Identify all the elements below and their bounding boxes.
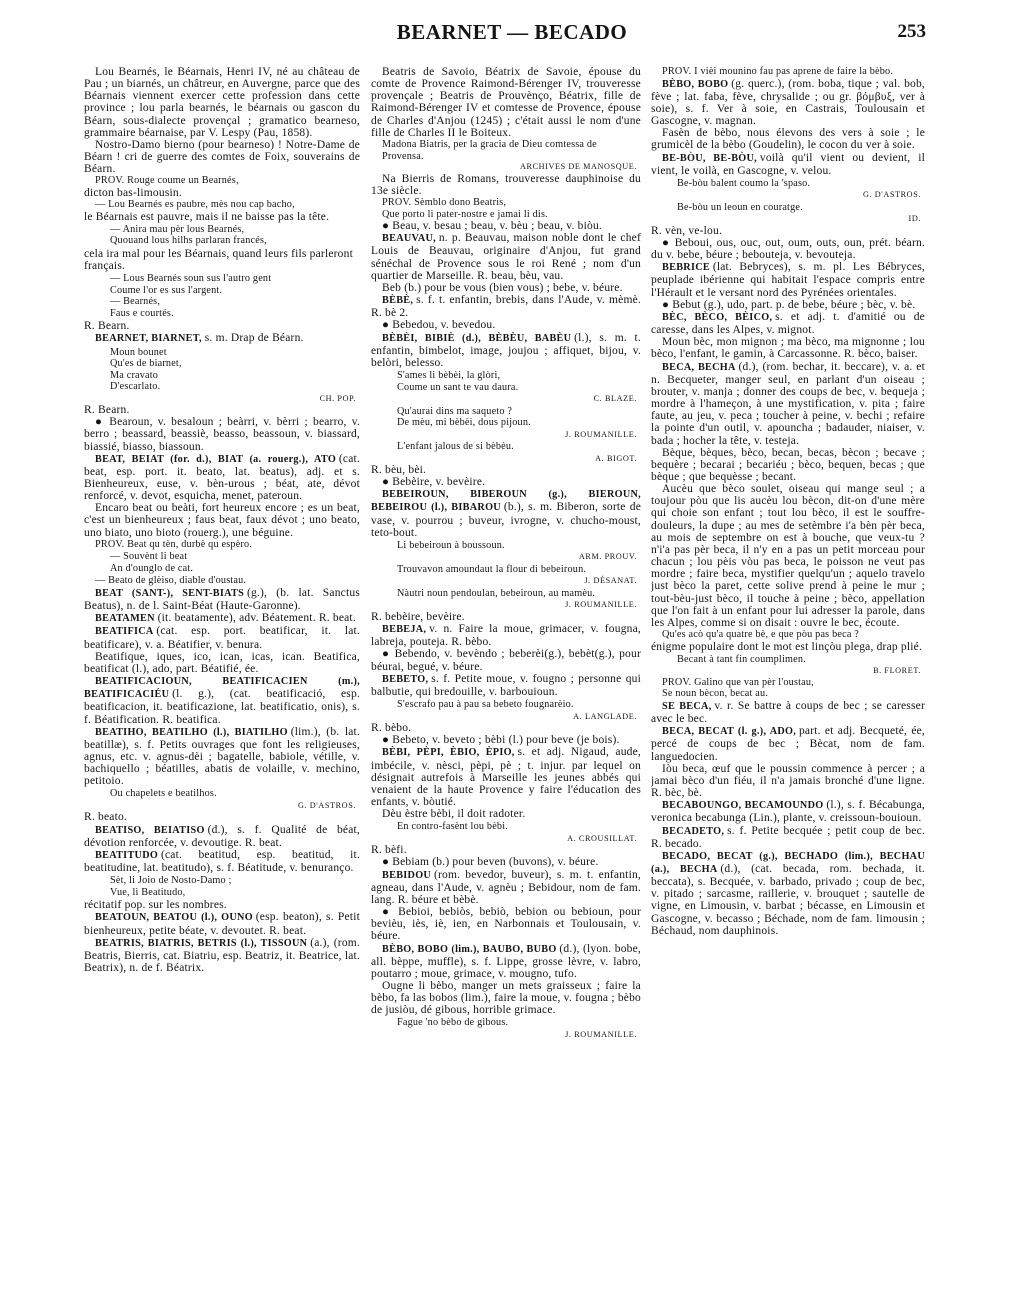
entry-paragraph — [371, 623, 641, 648]
block-text: J. ROUMANILLE. — [565, 1029, 637, 1039]
block-text: Madona Biatris, per la gracia de Dieu comtessa de Provensa. — [382, 138, 597, 162]
definition-text: n. p. Beauvau, maison noble dont le chef Louis de Beauvau, originaire d'Anjou, fut grand sénéchal de Provence sous le roi René ; nom d'un quartier de Marseille. R. beau, bèu, vau. — [371, 232, 641, 282]
entry-paragraph — [651, 483, 925, 629]
quote-attribution — [371, 576, 641, 587]
verse-quote — [371, 699, 641, 711]
block-text: G. D'ASTROS. — [862, 190, 921, 200]
text-line — [371, 464, 641, 476]
headword: BÈBÈ, — [382, 295, 414, 307]
definition-text: (esp. beaton), s. Petit bienheureux, petite béate, v. devoutet. R. beat. — [84, 911, 360, 937]
block-text: ● Bebèire, v. bevèire. — [382, 476, 486, 489]
entry-paragraph — [371, 808, 641, 820]
headword: BEATISO, BEIATISO — [95, 824, 205, 836]
headword: BEBEJA, — [382, 624, 427, 636]
text-column-3 — [651, 66, 925, 1236]
block-text: Be-bòu un leoun en couratge. — [677, 201, 803, 213]
entry-paragraph — [371, 734, 641, 746]
headword: BECABOUNGO, BECAMOUNDO — [662, 800, 824, 812]
headword: BÈBÈI, BIBIÈ (d.), BÈBÈU, BABÈU — [382, 332, 572, 344]
quote-attribution — [371, 600, 641, 611]
headword: BÈC, BÈCO, BÈICO, — [662, 311, 773, 323]
block-text: Be-bòu balent coumo la 'spaso. — [677, 177, 811, 189]
entry-paragraph — [371, 943, 641, 980]
quote-attribution — [651, 666, 925, 677]
entry-paragraph — [651, 127, 925, 151]
block-text: dicton bas-limousin. — [84, 187, 182, 199]
entry-paragraph — [84, 139, 360, 175]
proverb-quote — [84, 539, 360, 551]
definition-text: (a.), (rom. Beatris, Bierris, cat. Biatriu, esp. Beatriz, it. Beatrice, lat. Beatrix), n. de f. Béatrix. — [84, 936, 360, 974]
definition-text: s. f. Petite moue, v. fougno ; personne qui balbutie, qui bredouille, v. barbouioun. — [371, 672, 641, 698]
text-line — [84, 248, 360, 272]
headword: BÈBI, PÈPI, ÈBIO, ÈPIO, — [382, 747, 515, 759]
block-text: Qu'aurai dins ma saqueto ? De mèu, mi bèbèi, dous pijoun. — [397, 405, 531, 428]
definition-text: (d.), (rom. bechar, it. beccare), v. a. et n. Becqueter, manger seul, en parlant d'un oiseau ; brouter, v. manja ; donner des coups de bec, v. bequeja ; mordre à l'hameçon, à une mystification, v. pita ; faire faute, au jeu, v. peca ; toucher à peine, v. bechi ; refaire la pointe d'un outil, v. apouncha ; badauder, niaiser, v. bada ; hocher la tête, v. testeja. — [651, 360, 925, 447]
proverb-quote — [84, 175, 360, 187]
text-line — [84, 320, 360, 332]
definition-text: (d.), (lyon. bobe, all. bèppe, muffle), s. f. Lippe, grosse lèvre, v. labro, poutarro ; moue, grimace, v. mougno, tufo. — [371, 942, 641, 980]
text-line — [84, 811, 360, 823]
verse-quote — [84, 273, 360, 319]
headword: BÈBO, BOBO (lim.), BAUBO, BUBO — [382, 943, 557, 955]
block-text: — Lous Bearnés soun sus l'autro gent Coume l'or es sus l'argent. — Bearnés, Faus e courtés. — [110, 273, 272, 319]
entry-paragraph — [371, 332, 641, 369]
definition-text: (cat. esp. port. beatificar, it. lat. beatificare), v. a. Béatifier, v. benura. — [84, 625, 360, 651]
headword: BECA, BECAT (l. g.), ADO, — [662, 726, 797, 738]
definition-text: (l. g.), (cat. beatificació, esp. beatificacion, it. beatificazione, lat. beatificatio, onis), s. f. Béatification. R. beatifica. — [84, 688, 360, 726]
headword: BEBEIROUN, BIBEROUN (g.), BIEROUN, BEBEIROU (l.), BIBAROU — [371, 489, 641, 514]
entry-paragraph — [84, 416, 360, 452]
block-text: C. BLAZE. — [593, 394, 637, 403]
verse-quote — [371, 441, 641, 453]
block-text: ● Bebeto, v. beveto ; bèbi (l.) pour beve (je bois). — [382, 734, 620, 747]
block-text: R. Bearn. — [84, 404, 130, 417]
entry-paragraph — [84, 453, 360, 503]
proverb-quote — [371, 197, 641, 220]
block-text: ● Beboui, ous, ouc, out, oum, outs, oun, prét. béarn. du v. bebe, béure ; bebouteja, v. bevouteja. — [651, 237, 925, 262]
block-text: Iòu beca, œuf que le poussin commence à percer ; a jamai bèco d'un fiéu, il n'a jamais bronché d'une ligne. R. bèc, bè. — [651, 762, 925, 800]
block-text: A. LANGLADE. — [573, 711, 637, 721]
block-text: ARM. PROUV. — [578, 552, 637, 562]
headword: BEATIFICA — [95, 626, 154, 638]
block-text: Qu'es acò qu'a quatre bè, e que pòu pas beca ? — [662, 629, 860, 640]
proverb-quote — [651, 629, 925, 641]
entry-paragraph — [84, 612, 360, 625]
block-text: ● Bebiam (b.) pour beven (buvons), v. béure. — [382, 856, 599, 869]
block-text: Becant à tant fin coumplimen. — [677, 653, 806, 665]
headword: SE BECA, — [662, 700, 712, 712]
entry-paragraph — [371, 476, 641, 488]
block-text: Trouvavon amoundaut la flour di bebeiroun. — [397, 563, 587, 575]
entry-paragraph — [651, 763, 925, 799]
block-text: — Souvènt li beat An d'ounglo de cat. — [110, 551, 194, 574]
headword: BEBIDOU — [382, 869, 432, 881]
quote-attribution — [84, 801, 360, 812]
block-text: Fasèn de bèbo, nous élevons des vers à soie ; le grumicèl de la bèbo (Goudelin), le cocon du ver à soie. — [651, 127, 925, 152]
quote-attribution — [371, 162, 641, 173]
headword: BEATITUDO — [95, 849, 159, 861]
block-text: Lou Bearnés, le Béarnais, Henri IV, né au château de Pau ; un biarnés, un châtreur, en Auvergne, parce que des Béarnais viennent exercer cette profession dans cette province ; lou parla bearnés, le béarnais ou gascon du Béarn, sous-dialecte provençal ; gramatico bearneso, grammaire béarnaise, par V. Lespy (Pau, 1858). — [84, 66, 360, 139]
definition-text: (lim.), (b. lat. beatillæ), s. f. Petits ouvrages que font les religieuses, agnus, etc. v. agnus-dèi ; bagatelle, babiole, vétille, v. bachiquello ; béatilles, abatis de volaille, v. mechino, petitoio. — [84, 725, 360, 788]
block-text: PROV. Galino que van pèr l'oustau, Se noun bècon, becat au. — [662, 676, 814, 700]
block-text: récitatif pop. sur les nombres. — [84, 899, 227, 912]
block-text: Dèu èstre bèbi, il doit radoter. — [382, 808, 526, 821]
text-line — [651, 225, 925, 237]
block-text: cela ira mal pour les Béarnais, quand leurs fils parleront français. — [84, 247, 353, 273]
entry-paragraph — [84, 587, 360, 612]
quote-attribution — [371, 712, 641, 723]
block-text: ● Bebendo, v. bevèndo ; beberèi(g.), bebèt(g.), pour béurai, begué, v. béure. — [371, 648, 641, 673]
entry-paragraph — [651, 311, 925, 336]
entry-paragraph — [371, 673, 641, 698]
entry-paragraph — [84, 726, 360, 788]
headword: BEAT (SANT-), SENT-BIATS — [95, 587, 245, 599]
definition-text: s. et adj. Nigaud, aude, imbécile, v. nèsci, pèpi, pè ; t. injur. par lequel on désignait autrefois à Marseille les jeunes abbés qui venaient de la haute Provence y faire l'éducation des enfants, v. bòutié. — [371, 746, 641, 808]
quote-attribution — [371, 394, 641, 405]
entry-paragraph — [651, 261, 925, 298]
block-text: PROV. Beat qu tèn, durbè qu espèro. — [95, 538, 253, 550]
block-text: S'ames li bèbèi, la glòri, Coume un sant te vau daura. — [397, 370, 519, 393]
verse-quote — [651, 654, 925, 666]
entry-paragraph — [371, 66, 641, 139]
quote-attribution — [651, 190, 925, 201]
block-text: Encaro beat ou beàti, fort heureux encore ; es un beat, c'est un bienheureux ; faus beat, faux dévot ; uno beato, uno biato, uno bioto (rouerg.), une béguine. — [84, 502, 360, 539]
entry-paragraph — [651, 825, 925, 850]
headword: BEATAMEN — [95, 613, 155, 625]
block-text: Na Bierris de Romans, trouveresse dauphinoise du 13e siècle. — [371, 172, 641, 197]
definition-text: (cat. beatitud, esp. beatitud, it. beatitudine, lat. beatitudo), s. f. Béatitude, v. benuranço. — [84, 848, 360, 875]
definition-text: (g.), (b. lat. Sanctus Beatus), n. de l. Saint-Béat (Haute-Garonne). — [84, 586, 360, 613]
definition-text: s. f. t. enfantin, brebis, dans l'Aude, v. mèmè. R. bè 2. — [371, 294, 641, 320]
proverb-quote — [84, 575, 360, 587]
block-text: Sèt, li Joio de Nosto-Damo ; Vue, li Beatitudo, — [110, 875, 232, 898]
block-text: ● Bearoun, v. besaloun ; beàrri, v. bèrri ; bearro, v. berro ; beassard, beassiè, beasso, beassoun, v. biassard, biassié, biasso, biassoun. — [84, 416, 360, 453]
entry-paragraph — [371, 282, 641, 294]
block-text: R. Bearn. — [84, 320, 130, 333]
block-text: Ou chapelets e beatilhos. — [110, 788, 217, 800]
entry-paragraph — [371, 220, 641, 232]
block-text: ● Bebedou, v. bevedou. — [382, 319, 496, 332]
definition-text: v. n. Faire la moue, grimacer, v. fougna, labreja, pouteja. R. bèbo. — [371, 623, 641, 649]
block-text: ● Bebioi, bebiòs, bebiò, bebion ou bebioun, pour bevièu, iès, iè, ien, en Narbonnais et Toulousain, v. béure. — [371, 906, 641, 943]
text-line — [371, 611, 641, 623]
block-text: J. ROUMANILLE. — [565, 429, 637, 439]
entry-paragraph — [371, 746, 641, 808]
block-text: Aucèu que bèco soulet, oiseau qui mange seul ; a toujour pòu que lis aucèu lou bècon, dit-on d'une mère qui choie son enfant ; tout lou bèco, il est le souffre-douleurs, la dupe ; au mes de setèmbre i'a bèn pèr beca, au mois de septembre on est à bouche, que veux-tu ? n'i'a pas pèr beca, il n'y en a pas un petit morceau pour chacun ; lou pèis vòu pas beca, le poisson ne veut pas mordre ; faire beca, mystifier quelqu'un ; aquelo travelo just bèco la paret, cette solive prend à peine le mur ; tout-bèu-just bèco, il touche à peine ; bèco, appellation que l'on fait à un enfant pour lui adresser la parole, dans les Alpes, comme si on disait : ouvre le bec, écoute. — [651, 483, 925, 629]
verse-quote — [84, 875, 360, 898]
block-text: A. BIGOT. — [595, 453, 637, 463]
entry-paragraph — [84, 937, 360, 974]
block-text: — Anira mau pèr lous Bearnés, Quouand lous hilhs parlaran francés, — [110, 223, 267, 247]
block-text: R. bebèire, bevèire. — [371, 610, 465, 623]
quote-attribution — [84, 394, 360, 405]
proverb-quote — [651, 677, 925, 700]
definition-text: (l.), s. f. Bécabunga, veronica becabunga (Lin.), plante, v. creissoun-bouioun. — [651, 799, 925, 825]
headword: BEATOUN, BEATOU (l.), OUNO — [95, 912, 253, 924]
text-column-1 — [84, 66, 360, 1236]
block-text: PROV. I vièi mounino fau pas aprene de faire la bèbo. — [662, 66, 894, 77]
block-text: Moun bounet Qu'es de biarnet, Ma cravato D'escarlato. — [110, 346, 182, 393]
entry-paragraph — [651, 152, 925, 177]
verse-quote — [84, 551, 360, 574]
verse-quote — [84, 788, 360, 800]
headword: BEBETO, — [382, 673, 429, 685]
quote-attribution — [651, 214, 925, 225]
entry-paragraph — [371, 869, 641, 906]
definition-text: part. et adj. Becqueté, ée, percé de coups de bec ; Bècat, nom de fam. languedocien. — [651, 725, 925, 763]
headword: BEAT, BEIAT (for. d.), BIAT (a. rouerg.), ATO — [95, 453, 337, 465]
verse-quote — [84, 224, 360, 247]
quote-attribution — [371, 834, 641, 845]
proverb-quote — [651, 66, 925, 78]
entry-paragraph — [84, 502, 360, 538]
block-text: PROV. Rouge coume un Bearnés, — [95, 175, 239, 187]
entry-paragraph — [651, 361, 925, 447]
headword: BE-BÒU, BE-BÒU, — [662, 152, 758, 164]
quote-attribution — [371, 552, 641, 563]
block-text: J. DÉSANAT. — [584, 576, 637, 586]
text-line — [84, 211, 360, 223]
text-line — [371, 844, 641, 856]
entry-paragraph — [84, 66, 360, 139]
block-text: B. FLORET. — [873, 666, 921, 676]
definition-text: (lat. Bebryces), s. m. pl. Les Bébryces, peuplade ibérienne qui habitait l'espace compris entre l'Hérault et le versant nord des Pyrénées orientales. — [651, 261, 925, 299]
definition-text: (b.), s. m. Biberon, sorte de vase, v. pourrou ; buveur, ivrogne, v. chucho-moust, teto-bout. — [371, 501, 641, 539]
definition-text: (rom. bevedor, buveur), s. m. t. enfantin, agneau, dans l'Aude, v. agnèu ; Bebidour, nom de fam. lang. R. béure et bèbè. — [371, 868, 641, 906]
block-text: L'enfant jalous de si bèbèu. — [397, 441, 514, 452]
block-text: Li bebeiroun à boussoun. — [397, 539, 505, 551]
definition-text: (d.), (cat. becada, rom. bechada, it. beccata), s. Becquée, v. barbado, privado ; coup de bec, v. pitado ; sarcasme, raillerie, v. brouquet ; sautelle de vigne, en Limousin, v. barbat ; bécasse, en Limousin et Gascogne, v. becasso ; Béchade, nom de fam. limousin ; Béchaud, nom dauphinois. — [651, 862, 925, 937]
definition-text: voilà qu'il vient ou devient, il vient, le voilà, en Gascogne, v. velou. — [651, 151, 925, 177]
text-line — [371, 722, 641, 734]
text-line — [651, 641, 925, 653]
entry-paragraph — [84, 849, 360, 874]
entry-paragraph — [651, 237, 925, 261]
definition-text: s. m. Drap de Béarn. — [204, 332, 304, 345]
verse-quote — [84, 347, 360, 393]
entry-paragraph — [651, 725, 925, 762]
headword: BEARNET, BIARNET, — [95, 333, 202, 345]
verse-quote — [371, 821, 641, 833]
entry-paragraph — [84, 332, 360, 345]
block-text: Beb (b.) pour be vous (bien vous) ; bebe, v. béure. — [382, 281, 623, 294]
definition-text: s. et adj. t. d'amitié ou de caresse, dans les Alpes, v. mignot. — [651, 310, 925, 337]
block-text: ● Bebut (g.), udo, part. p. de bebe, béure ; bèc, v. bè. — [662, 298, 916, 311]
quote-attribution — [371, 454, 641, 465]
block-text: Nàutri noun pendoulan, bebeiroun, au mamèu. — [397, 587, 596, 599]
verse-quote — [651, 202, 925, 214]
block-text: Moun bèc, mon mignon ; ma bèco, ma mignonne ; lou bèco, l'enfant, le gamin, à Carcassonne. R. bèco, baiser. — [651, 336, 925, 361]
entry-paragraph — [371, 980, 641, 1016]
block-text: ARCHIVES DE MANOSQUE. — [520, 162, 637, 172]
entry-paragraph — [371, 294, 641, 319]
headword: BEBRICE — [662, 262, 710, 274]
headword: BECA, BECHA — [662, 361, 736, 373]
entry-paragraph — [84, 911, 360, 936]
text-line — [84, 404, 360, 416]
verse-quote — [371, 1017, 641, 1029]
block-text: R. beato. — [84, 811, 127, 824]
verse-quote — [371, 406, 641, 429]
quote-attribution — [371, 1030, 641, 1041]
entry-paragraph — [84, 675, 360, 726]
entry-paragraph — [84, 625, 360, 650]
text-line — [84, 187, 360, 199]
block-text: R. bèfi. — [371, 844, 407, 857]
entry-paragraph — [371, 232, 641, 282]
block-text: A. CROUSILLAT. — [567, 833, 637, 843]
block-text: — Lou Bearnés es paubre, mès nou cap bacho, — [95, 199, 295, 211]
definition-text: (it. beatamente), adv. Béatement. R. beat. — [157, 612, 356, 625]
definition-text: s. f. Petite becquée ; petit coup de bec. R. becado. — [651, 824, 925, 850]
block-text: le Béarnais est pauvre, mais il ne baisse pas la tête. — [84, 210, 330, 223]
block-text: PROV. Sèmblo dono Beatris, Que porto li pater-nostre e jamai li dis. — [382, 196, 548, 220]
block-text: Bèque, bèques, bèco, becan, becas, bècon ; becave ; bequère ; becarai ; becariéu ; bèco, bequen, becas ; que bèque ; que bequèsse ; becant. — [651, 446, 925, 483]
block-text: Beatifique, iques, ico, ican, icas, ican. Beatifica, beatificat (l.), ado, part. Béatifié, ée. — [84, 650, 360, 675]
block-text: J. ROUMANILLE. — [565, 600, 637, 610]
entry-paragraph — [371, 856, 641, 868]
definition-text: (l.), s. m. t. enfantin, bimbelot, image, joujou ; affiquet, bijou, v. belòri, belesso. — [371, 331, 641, 369]
verse-quote — [371, 564, 641, 576]
running-head: BEARNET — BECADO — [396, 20, 628, 44]
proverb-quote — [371, 139, 641, 162]
block-text: S'escrafo pau à pau sa bebeto fougnarèio. — [397, 699, 574, 711]
verse-quote — [371, 588, 641, 600]
entry-paragraph — [371, 173, 641, 197]
block-text: Fague 'no bèbo de gibous. — [397, 1017, 509, 1029]
text-line — [84, 899, 360, 911]
block-text: Nostro-Damo bierno (pour bearneso) ! Notre-Dame de Béarn ! cri de guerre des comtes de Foix, souverains de Béarn. — [84, 138, 360, 176]
block-text: Ougne li bèbo, manger un mets graisseux ; faire la bèbo, fa las bobos (lim.), faire la moue, v. fougna ; bèbo de jusiòu, dé gibous, horrible grimace. — [371, 980, 641, 1017]
verse-quote — [371, 370, 641, 393]
entry-paragraph — [651, 78, 925, 128]
entry-paragraph — [651, 700, 925, 725]
headword: BEAUVAU, — [382, 233, 437, 245]
entry-paragraph — [371, 906, 641, 942]
entry-paragraph — [371, 648, 641, 672]
headword: BÈBO, BOBO — [662, 78, 729, 90]
block-text: En contro-fasènt lou bèbi. — [397, 821, 509, 833]
entry-paragraph — [651, 447, 925, 483]
block-text: G. D'ASTROS. — [297, 800, 356, 810]
verse-quote — [371, 540, 641, 552]
block-text: R. vèn, ve-lou. — [651, 224, 723, 237]
block-text: ● Beau, v. besau ; beau, v. bèu ; beau, v. biòu. — [382, 220, 602, 233]
headword: BECADO, BECAT (g.), BECHADO (lim.), BECHAU (a.), BECHA — [651, 850, 925, 875]
entry-paragraph — [84, 651, 360, 675]
headword: BEATRIS, BIATRIS, BETRIS (l.), TISSOUN — [95, 937, 308, 949]
entry-paragraph — [651, 850, 925, 937]
block-text: — Beato de glèiso, diable d'oustau. — [95, 575, 247, 587]
definition-text: v. r. Se battre à coups de bec ; se caresser avec le bec. — [651, 699, 925, 726]
proverb-quote — [84, 199, 360, 211]
entry-paragraph — [371, 488, 641, 539]
definition-text: (d.), s. f. Qualité de béat, dévotion renforcée, v. devoutige. R. beat. — [84, 823, 360, 849]
block-text: énigme populaire dont le mot est linçòu plega, drap plié. — [651, 640, 923, 653]
block-text: R. bèbo. — [371, 722, 412, 735]
block-text: CH. POP. — [319, 393, 356, 403]
entry-paragraph — [651, 799, 925, 824]
headword: BEATIHO, BEATILHO (l.), BIATILHO — [95, 726, 288, 738]
block-text: ID. — [908, 214, 921, 224]
block-text: R. bèu, bèi. — [371, 464, 427, 476]
quote-attribution — [371, 430, 641, 441]
page-number: 253 — [897, 21, 926, 42]
entry-paragraph — [651, 336, 925, 360]
entry-paragraph — [84, 824, 360, 849]
headword: BEATIFICACIOUN, BEATIFICACIEN (m.), BEATIFICACIÉU — [84, 676, 360, 701]
block-text: Beatris de Savoio, Béatrix de Savoie, épouse du comte de Provence Raimond-Bérenger IV, trouveresse provençale ; Beatris de Prouvènço, Béatrix, fille de Raimond-Bérenger IV et comtesse de Provence, épouse de Charles d'Anjou (1245) ; c'était aussi le nom d'une fille de Charles II le Boiteux. — [371, 66, 641, 139]
verse-quote — [651, 178, 925, 190]
definition-text: (g. querc.), (rom. boba, tique ; val. bob, fève ; lat. faba, fève, chrysalide ; ou gr. βόμβυξ, ver à soie), s. f. Ver à soie, en Castrais, Toulousain et Gascogne, v. magnan. — [651, 77, 925, 128]
text-column-2 — [371, 66, 641, 1236]
headword: BECADETO, — [662, 825, 725, 837]
definition-text: (cat. beat, esp. port. it. beato, lat. beatus), adj. et s. Bienheureux, euse, v. bèn-urous ; béat, ate, dévot renforcé, v. devot, esquicha, menet, pateroun. — [84, 452, 360, 503]
entry-paragraph — [371, 319, 641, 331]
entry-paragraph — [651, 299, 925, 311]
